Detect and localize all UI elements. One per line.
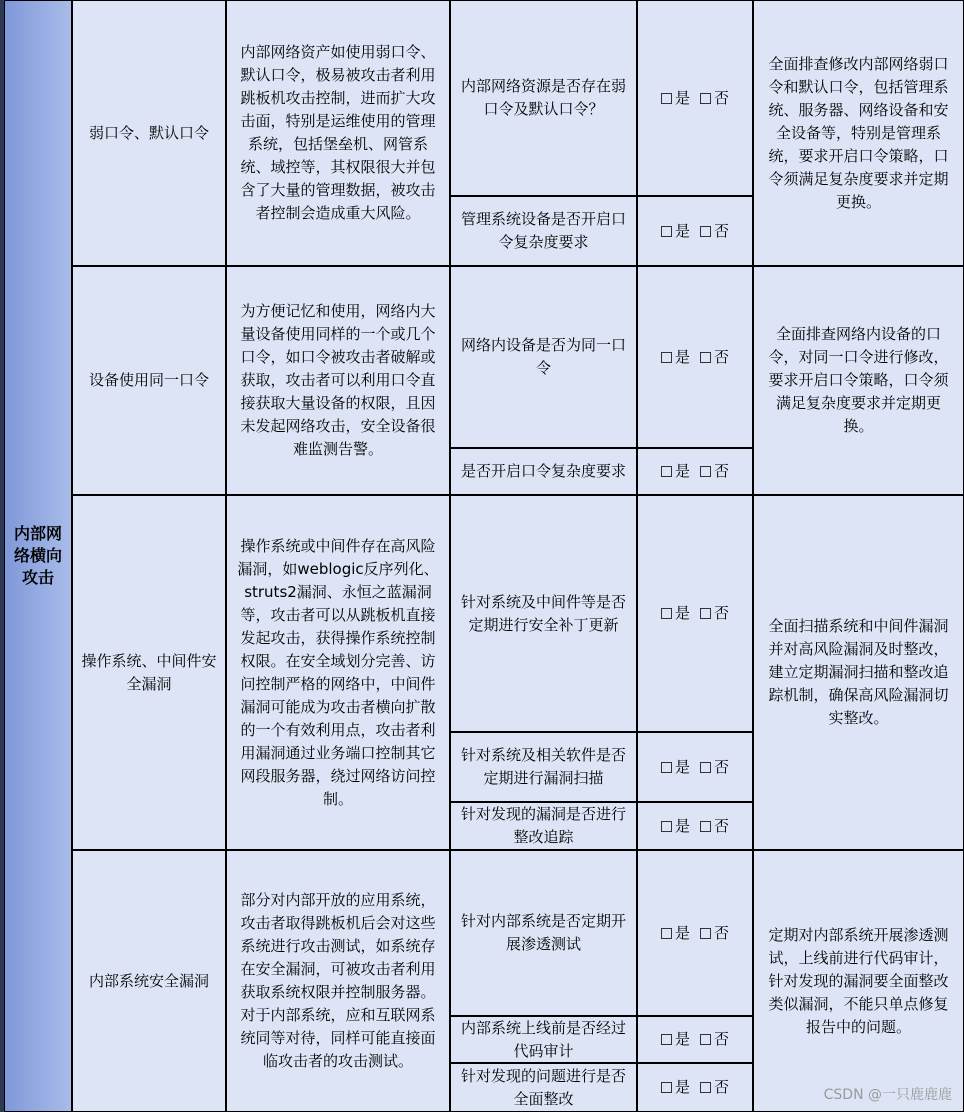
risk-name: 弱口令、默认口令 xyxy=(88,123,209,142)
no-label: 否 xyxy=(714,816,730,835)
yes-label: 是 xyxy=(674,347,690,366)
description-cell xyxy=(226,850,450,1112)
check-item-text: 针对系统及中间件等是否定期进行安全补丁更新 xyxy=(460,592,626,634)
yes-label: 是 xyxy=(674,757,690,776)
yes-checkbox[interactable] xyxy=(661,352,672,363)
no-checkbox[interactable] xyxy=(700,226,711,237)
risk-description: 操作系统或中间件存在高风险漏洞，如weblogic反序列化、struts2漏洞、永恒之蓝漏洞等，攻击者可以从跳板机直接发起攻击，获得操作系统控制权限。在安全域划分完善、访问控制严格的网络中，中间件漏洞可能成为攻击者横向扩散的一个有效利用点，攻击者利用漏洞通过业务端口控制其它网段服务器，绕过网络访问控制。 xyxy=(237,536,439,808)
yes-label: 是 xyxy=(674,1078,690,1096)
no-label: 否 xyxy=(714,88,730,107)
no-label: 否 xyxy=(714,1078,730,1096)
yes-checkbox[interactable] xyxy=(661,762,672,773)
yes-no-options xyxy=(637,732,753,802)
risk-cell xyxy=(72,0,226,266)
description-cell xyxy=(226,495,450,850)
yes-checkbox[interactable] xyxy=(661,93,672,104)
no-checkbox[interactable] xyxy=(700,352,711,363)
check-item-cell xyxy=(450,850,637,1016)
yes-checkbox[interactable] xyxy=(661,821,672,832)
no-label: 否 xyxy=(714,604,730,622)
no-checkbox[interactable] xyxy=(700,466,711,477)
no-checkbox[interactable] xyxy=(700,762,711,773)
yes-no-options xyxy=(637,1063,753,1112)
check-item-text: 内部网络资源是否存在弱口令及默认口令？ xyxy=(460,77,626,118)
check-item-cell xyxy=(450,1016,637,1063)
check-item-cell xyxy=(450,1063,637,1112)
yes-no-options xyxy=(637,1016,753,1063)
risk-description: 内部网络资产如使用弱口令、默认口令，极易被攻击者利用跳板机攻击控制，进而扩大攻击面，特别是运维使用的管理系统，包括堡垒机、网管系统、域控等，其权限很大并包含了大量的管理数据，被攻击者控制会造成重大风险。 xyxy=(240,43,436,222)
category-cell xyxy=(4,0,72,1112)
no-checkbox[interactable] xyxy=(700,608,711,619)
no-checkbox[interactable] xyxy=(700,1082,711,1093)
risk-cell xyxy=(72,266,226,495)
check-item-cell xyxy=(450,0,637,196)
suggestion-cell xyxy=(753,266,964,495)
no-label: 否 xyxy=(714,923,730,942)
yes-label: 是 xyxy=(674,923,690,942)
check-item-cell xyxy=(450,802,637,850)
yes-label: 是 xyxy=(674,1030,690,1048)
check-item-text: 网络内设备是否为同一口令 xyxy=(460,336,626,377)
risk-description: 为方便记忆和使用，网络内大量设备使用同样的一个或几个口令，如口令被攻击者破解或获取，攻击者可以利用口令直接获取大量设备的权限，且因未发起网络攻击，安全设备很难监测告警。 xyxy=(240,302,436,458)
check-item-cell xyxy=(450,448,637,495)
check-item-cell xyxy=(450,266,637,448)
yes-label: 是 xyxy=(674,221,690,240)
yes-no-options xyxy=(637,266,753,448)
yes-no-options xyxy=(637,0,753,196)
check-item-text: 是否开启口令复杂度要求 xyxy=(460,462,626,480)
no-checkbox[interactable] xyxy=(700,1034,711,1045)
check-item-cell xyxy=(450,732,637,802)
no-label: 否 xyxy=(714,221,730,240)
check-item-text: 内部系统上线前是否经过代码审计 xyxy=(460,1018,626,1060)
suggestion-cell xyxy=(753,495,964,850)
yes-checkbox[interactable] xyxy=(661,1034,672,1045)
check-item-cell xyxy=(450,196,637,266)
check-item-text: 管理系统设备是否开启口令复杂度要求 xyxy=(460,210,626,251)
category-label: 内部网络横向攻击 xyxy=(13,524,62,587)
yes-no-options xyxy=(637,802,753,850)
risk-cell xyxy=(72,850,226,1112)
yes-no-options xyxy=(637,196,753,266)
check-item-text: 针对发现的问题进行是否全面整改 xyxy=(460,1066,626,1108)
yes-checkbox[interactable] xyxy=(661,608,672,619)
check-item-cell xyxy=(450,495,637,732)
suggestion-text: 定期对内部系统开展渗透测试，上线前进行代码审计，针对发现的漏洞要全面整改类似漏洞，不能只单点修复报告中的问题。 xyxy=(768,925,949,1036)
no-checkbox[interactable] xyxy=(700,928,711,939)
yes-label: 是 xyxy=(674,816,690,835)
check-item-text: 针对发现的漏洞是否进行整改追踪 xyxy=(460,805,626,846)
check-item-text: 针对系统及相关软件是否定期进行漏洞扫描 xyxy=(460,746,626,787)
check-item-text: 针对内部系统是否定期开展渗透测试 xyxy=(460,912,626,953)
description-cell xyxy=(226,0,450,266)
yes-checkbox[interactable] xyxy=(661,226,672,237)
yes-checkbox[interactable] xyxy=(661,928,672,939)
watermark: CSDN @一只鹿鹿鹿 xyxy=(823,1087,952,1103)
suggestion-text: 全面扫描系统和中间件漏洞并对高风险漏洞及时整改，建立定期漏洞扫描和整改追踪机制，确保高风险漏洞切实整改。 xyxy=(768,617,949,727)
yes-no-options xyxy=(637,495,753,732)
yes-no-options xyxy=(637,448,753,495)
yes-checkbox[interactable] xyxy=(661,466,672,477)
suggestion-text: 全面排查网络内设备的口令，对同一口令进行修改，要求开启口令策略，口令须满足复杂度要求并定期更换。 xyxy=(768,325,949,435)
risk-name: 设备使用同一口令 xyxy=(88,371,209,389)
no-checkbox[interactable] xyxy=(700,93,711,104)
yes-no-options xyxy=(637,850,753,1016)
suggestion-cell xyxy=(753,850,964,1112)
no-checkbox[interactable] xyxy=(700,821,711,832)
yes-label: 是 xyxy=(674,88,690,107)
yes-label: 是 xyxy=(674,604,690,622)
risk-description: 部分对内部开放的应用系统，攻击者取得跳板机后会对这些系统进行攻击测试，如系统存在安全漏洞，可被攻击者利用获取系统权限并控制服务器。对于内部系统，应和互联网系统同等对待，同样可能直接面临攻击者的攻击测试。 xyxy=(240,891,436,1070)
risk-name: 操作系统、中间件安全漏洞 xyxy=(81,651,217,693)
description-cell xyxy=(226,266,450,495)
suggestion-cell xyxy=(753,0,964,266)
risk-cell xyxy=(72,495,226,850)
yes-label: 是 xyxy=(674,462,690,480)
yes-checkbox[interactable] xyxy=(661,1082,672,1093)
no-label: 否 xyxy=(714,347,730,366)
no-label: 否 xyxy=(714,462,730,480)
suggestion-text: 全面排查修改内部网络弱口令和默认口令，包括管理系统、服务器、网络设备和安全设备等，特别是管理系统，要求开启口令策略，口令须满足复杂度要求并定期更换。 xyxy=(768,54,949,211)
no-label: 否 xyxy=(714,1030,730,1048)
risk-name: 内部系统安全漏洞 xyxy=(88,971,209,990)
no-label: 否 xyxy=(714,757,730,776)
